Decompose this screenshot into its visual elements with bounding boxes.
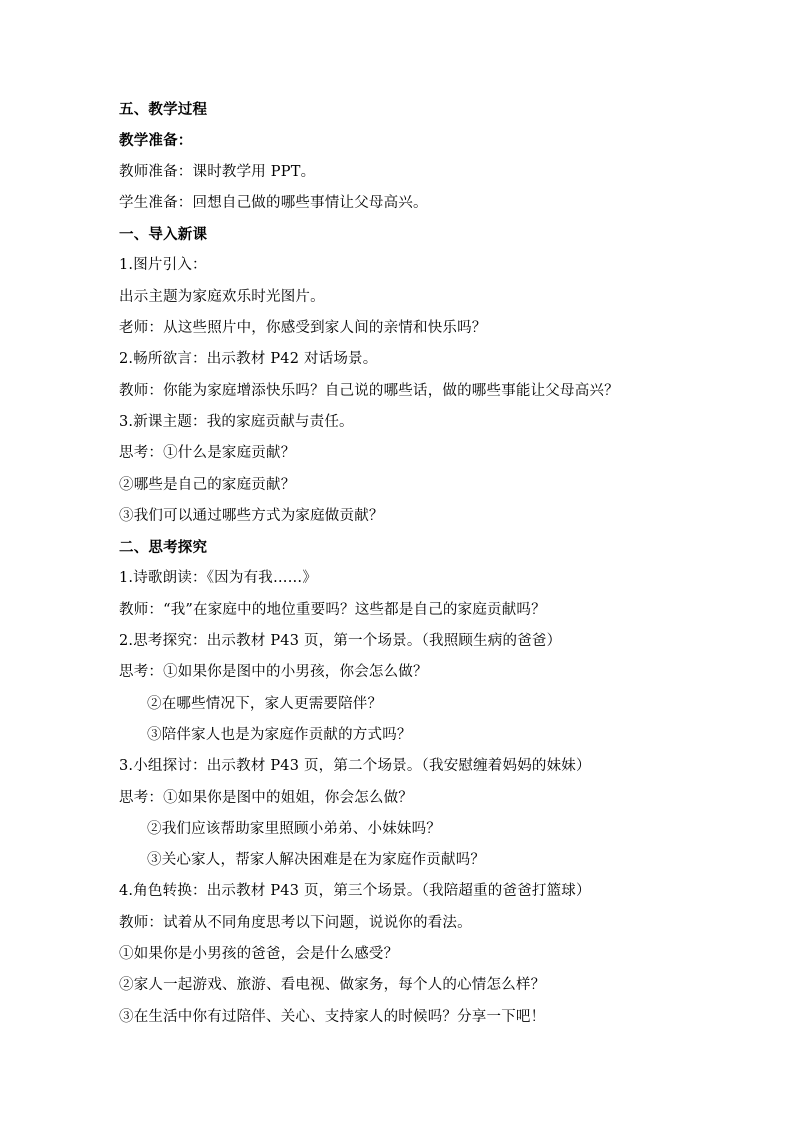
paragraph-teacher-preparation: 教师准备：课时教学用 PPT。 [119, 163, 316, 180]
question-scene-3-a: ①如果你是小男孩的爸爸，会是什么感受？ [119, 946, 399, 963]
step-picture-intro: 1.图片引入： [119, 257, 207, 274]
question-item-2: ②哪些是自己的家庭贡献？ [119, 476, 296, 493]
question-scene-3-c: ③在生活中你有过陪伴、关心、支持家人的时候吗？分享一下吧！ [119, 1008, 546, 1025]
step-free-talk: 2.畅所欲言：出示教材 P42 对话场景。 [119, 351, 378, 368]
paragraph-teacher-question-photos: 老师：从这些照片中，你感受到家人间的亲情和快乐吗？ [119, 320, 487, 337]
step-poem-reading: 1.诗歌朗读：《因为有我……》 [119, 570, 318, 587]
paragraph-show-pictures: 出示主题为家庭欢乐时光图片。 [119, 288, 325, 305]
section-heading-introduction: 一、导入新课 [119, 226, 208, 244]
section-heading-teaching-process: 五、教学过程 [119, 101, 208, 118]
question-scene-1-c: ③陪伴家人也是为家庭作贡献的方式吗？ [147, 726, 412, 743]
question-scene-2-c: ③关心家人，帮家人解决困难是在为家庭作贡献吗？ [147, 852, 486, 869]
question-scene-2-a: 思考：①如果你是图中的姐姐，你会怎么做？ [119, 789, 413, 806]
paragraph-teacher-question-role: 教师：“我”在家庭中的地位重要吗？这些都是自己的家庭贡献吗？ [119, 601, 546, 618]
step-new-topic: 3.新课主题：我的家庭贡献与责任。 [119, 413, 354, 430]
question-scene-2-b: ②我们应该帮助家里照顾小弟弟、小妹妹吗？ [147, 820, 441, 837]
question-scene-3-b: ②家人一起游戏、旅游、看电视、做家务，每个人的心情怎么样？ [119, 977, 546, 994]
paragraph-student-preparation: 学生准备：回想自己做的哪些事情让父母高兴。 [119, 194, 428, 211]
step-role-switch-scene-3: 4.角色转换：出示教材 P43 页，第三个场景。（我陪超重的爸爸打篮球） [119, 883, 591, 900]
question-item-3: ③我们可以通过哪些方式为家庭做贡献？ [119, 507, 384, 524]
question-item-1: 思考：①什么是家庭贡献？ [119, 445, 296, 462]
question-scene-1-a: 思考：①如果你是图中的小男孩，你会怎么做？ [119, 664, 428, 681]
subheading-teaching-preparation: 教学准备： [119, 132, 193, 150]
paragraph-teacher-question-happiness: 教师：你能为家庭增添快乐吗？自己说的哪些话，做的哪些事能让父母高兴？ [119, 382, 619, 399]
section-heading-inquiry: 二、思考探究 [119, 539, 208, 557]
step-group-discussion-scene-2: 3.小组探讨：出示教材 P43 页，第二个场景。（我安慰缠着妈妈的妹妹） [119, 758, 591, 775]
step-inquiry-scene-1: 2.思考探究：出示教材 P43 页，第一个场景。（我照顾生病的爸爸） [119, 633, 562, 650]
document-body [119, 94, 679, 1033]
paragraph-teacher-instruction: 教师：试着从不同角度思考以下问题，说说你的看法。 [119, 914, 472, 931]
question-scene-1-b: ②在哪些情况下，家人更需要陪伴？ [147, 695, 383, 712]
